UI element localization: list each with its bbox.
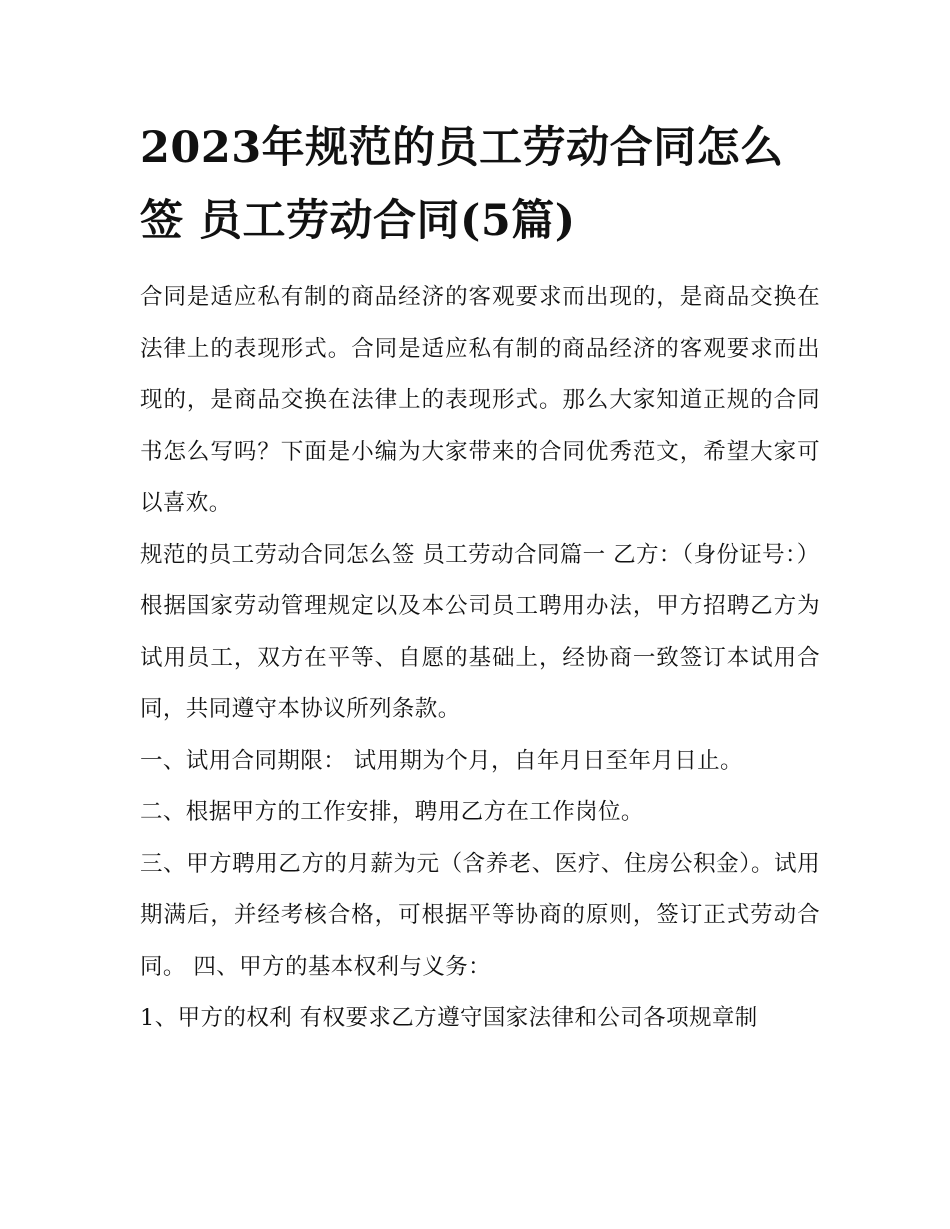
document-page <box>140 112 820 1045</box>
clause-position: 二、根据甲方的工作安排，聘用乙方在工作岗位。 <box>140 799 644 825</box>
paragraph-preamble: 根据国家劳动管理规定以及本公司员工聘用办法，甲方招聘乙方为试用员工，双方在平等、自愿的基础上，经协商一致签订本试用合同，共同遵守本协议所列条款。 <box>140 593 820 722</box>
clause-employer-rights: 1、甲方的权利 有权要求乙方遵守国家法律和公司各项规章制 <box>140 1005 758 1031</box>
clause-term: 一、试用合同期限： 试用期为个月，自年月日至年月日止。 <box>140 747 743 774</box>
paragraph-contract-heading: 规范的员工劳动合同怎么签 员工劳动合同篇一 乙方：（身份证号：） <box>140 541 820 568</box>
clause-salary: 三、甲方聘用乙方的月薪为元（含养老、医疗、住房公积金）。试用期满后，并经考核合格，可根据平等协商的原则，签订正式劳动合同。 四、甲方的基本权利与义务： <box>140 850 820 980</box>
paragraph-intro: 合同是适应私有制的商品经济的客观要求而出现的，是商品交换在法律上的表现形式。合同是适应私有制的商品经济的客观要求而出现的，是商品交换在法律上的表现形式。那么大家知道正规的合同书怎么写吗？下面是小编为大家带来的合同优秀范文，希望大家可以喜欢。 <box>140 284 820 516</box>
document-title: 2023年规范的员工劳动合同怎么签 员工劳动合同(5篇) <box>140 123 784 246</box>
